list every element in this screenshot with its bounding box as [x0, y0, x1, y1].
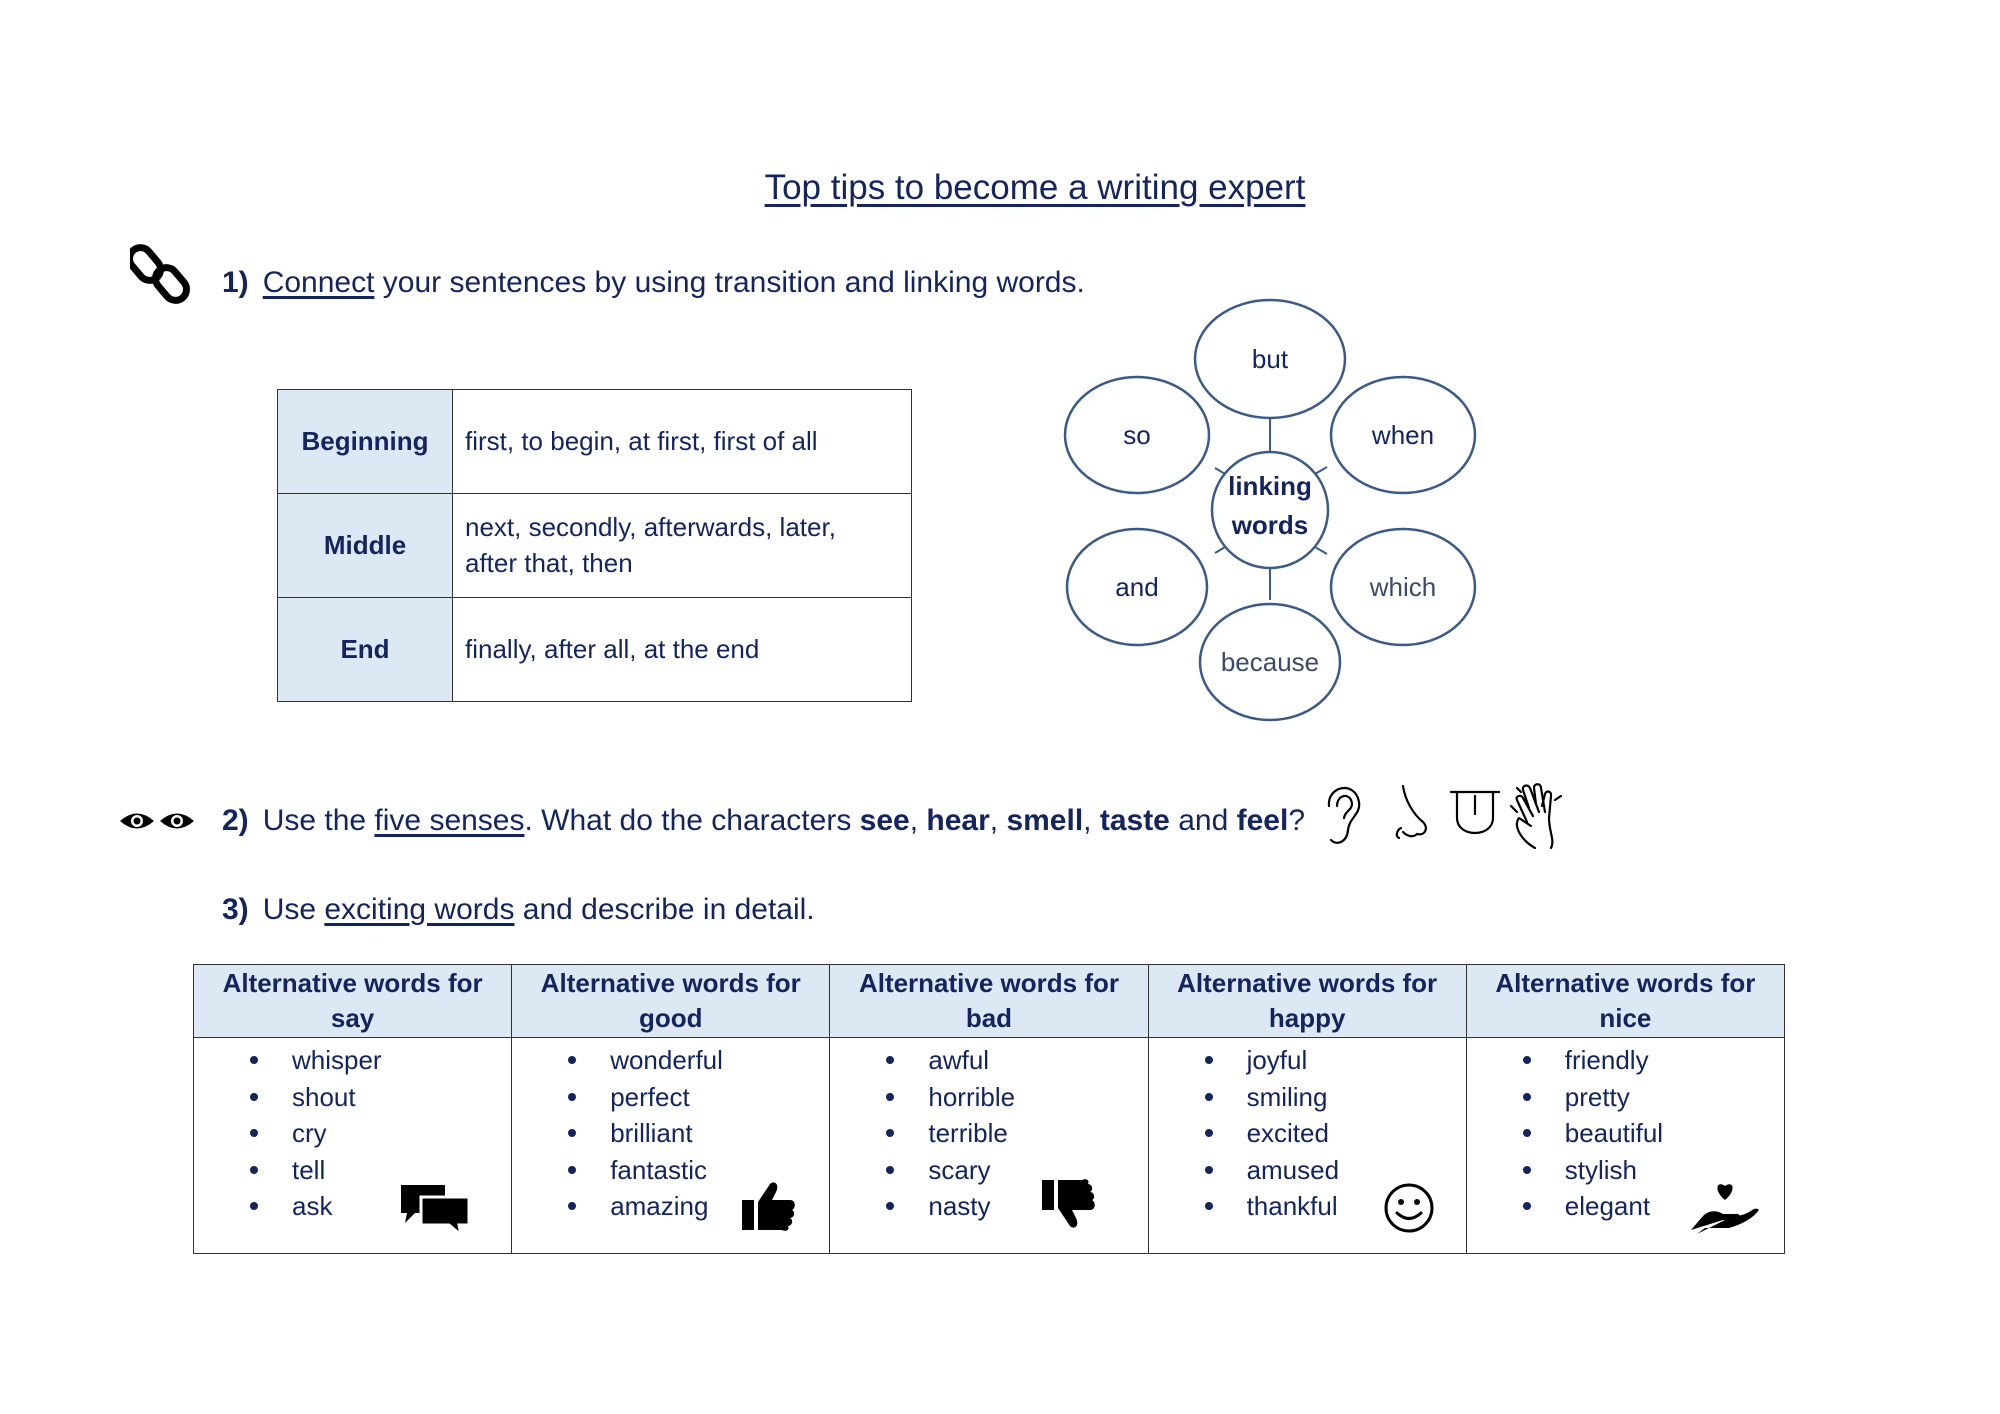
tip-2-keyword: five senses	[374, 804, 525, 837]
list-item: joyful	[1247, 1042, 1466, 1079]
table-row	[278, 494, 912, 598]
table-row	[278, 598, 912, 702]
center-label-line1: linking	[1228, 471, 1312, 501]
header-line-1: Alternative words for	[540, 968, 801, 998]
list-item: horrible	[928, 1079, 1147, 1116]
list-item: amazing	[610, 1188, 829, 1225]
sense-feel: feel	[1236, 804, 1289, 837]
list-item: terrible	[928, 1115, 1147, 1152]
header-line-1: Alternative words for	[1177, 968, 1438, 998]
tip-2-number: 2)	[222, 804, 249, 837]
tip-3-number: 3)	[222, 893, 249, 926]
list-item: nasty	[928, 1188, 1147, 1225]
column-header	[512, 965, 830, 1038]
sense-taste: taste	[1099, 804, 1170, 837]
word-list	[830, 1042, 1147, 1225]
tip-2-text: ,	[989, 804, 1007, 837]
table-row	[278, 390, 912, 494]
column-header	[830, 965, 1148, 1038]
list-item: scary	[928, 1152, 1147, 1189]
tip-3-keyword: exciting words	[324, 893, 515, 926]
sense-smell: smell	[1006, 804, 1084, 837]
column-header	[1466, 965, 1784, 1038]
table-row	[194, 1038, 1785, 1254]
eyes-icon	[118, 806, 196, 836]
list-item: awful	[928, 1042, 1147, 1079]
tip-2-text: ?	[1288, 804, 1305, 837]
node-label-which: which	[1369, 572, 1437, 602]
header-line-2: say	[330, 1003, 375, 1033]
list-item: shout	[292, 1079, 511, 1116]
list-item: smiling	[1247, 1079, 1466, 1116]
sense-hear: hear	[926, 804, 990, 837]
header-line-2: nice	[1599, 1003, 1652, 1033]
list-item: beautiful	[1565, 1115, 1784, 1152]
list-item: perfect	[610, 1079, 829, 1116]
list-item: cry	[292, 1115, 511, 1152]
tip-3-text: and describe in detail.	[514, 893, 815, 926]
row-label: Middle	[278, 494, 453, 598]
transition-words-table	[277, 389, 912, 702]
header-line-2: good	[639, 1003, 703, 1033]
word-list-cell	[1466, 1038, 1784, 1254]
row-label: End	[278, 598, 453, 702]
ear-icon	[1329, 788, 1359, 843]
alternative-words-table	[193, 964, 1785, 1254]
senses-icons	[1315, 778, 1580, 854]
tip-3	[222, 893, 815, 927]
node-label-but: but	[1251, 344, 1289, 374]
tip-1-number: 1)	[222, 266, 249, 299]
nose-icon	[1397, 786, 1426, 838]
list-item: excited	[1247, 1115, 1466, 1152]
row-words: next, secondly, afterwards, later, after that, then	[453, 494, 912, 598]
page-title: Top tips to become a writing expert	[764, 168, 1306, 207]
heart-in-hand-icon	[1689, 1178, 1761, 1234]
list-item: friendly	[1565, 1042, 1784, 1079]
tip-1-keyword: Connect	[262, 266, 375, 299]
node-label-and: and	[1115, 572, 1159, 602]
header-line-1: Alternative words for	[858, 968, 1119, 998]
word-list-cell	[830, 1038, 1148, 1254]
list-item: tell	[292, 1152, 511, 1189]
row-words: first, to begin, at first, first of all	[453, 390, 912, 494]
node-label-when: when	[1371, 420, 1435, 450]
word-list-cell	[1148, 1038, 1466, 1254]
list-item: fantastic	[610, 1152, 829, 1189]
list-item: pretty	[1565, 1079, 1784, 1116]
tip-1-text: your sentences by using transition and linking words.	[374, 266, 1085, 299]
header-line-1: Alternative words for	[1495, 968, 1756, 998]
list-item: brilliant	[610, 1115, 829, 1152]
tip-2-text: ,	[909, 804, 927, 837]
list-item: ask	[292, 1188, 511, 1225]
sense-see: see	[859, 804, 910, 837]
header-line-1: Alternative words for	[222, 968, 483, 998]
list-item: amused	[1247, 1152, 1466, 1189]
tip-2-text: Use the	[262, 804, 375, 837]
node-label-because: because	[1220, 647, 1320, 677]
tip-1	[222, 266, 1085, 300]
word-list-cell	[194, 1038, 512, 1254]
smiley-face-icon	[1383, 1182, 1435, 1234]
table-header-row	[194, 965, 1785, 1038]
word-list-cell	[512, 1038, 830, 1254]
tip-2	[222, 804, 1305, 838]
header-line-2: bad	[965, 1003, 1013, 1033]
thumbs-up-icon	[740, 1180, 796, 1232]
node-label-so: so	[1123, 420, 1151, 450]
row-words: finally, after all, at the end	[453, 598, 912, 702]
tip-3-text: Use	[262, 893, 325, 926]
tip-2-text: ,	[1083, 804, 1100, 837]
list-item: elegant	[1565, 1188, 1784, 1225]
list-item: whisper	[292, 1042, 511, 1079]
tip-2-text: and	[1169, 804, 1237, 837]
list-item: stylish	[1565, 1152, 1784, 1189]
thumbs-down-icon	[1040, 1178, 1096, 1232]
linking-words-mind-map	[1060, 295, 1500, 730]
speech-bubbles-icon	[399, 1183, 471, 1235]
header-line-2: happy	[1268, 1003, 1346, 1033]
row-label: Beginning	[278, 390, 453, 494]
center-label-line2: words	[1231, 510, 1309, 540]
chain-link-icon	[130, 240, 194, 306]
column-header	[194, 965, 512, 1038]
column-header	[1148, 965, 1466, 1038]
tongue-icon	[1451, 792, 1499, 833]
list-item: thankful	[1247, 1188, 1466, 1225]
tip-2-text: . What do the characters	[524, 804, 860, 837]
list-item: wonderful	[610, 1042, 829, 1079]
hand-icon	[1511, 784, 1561, 848]
